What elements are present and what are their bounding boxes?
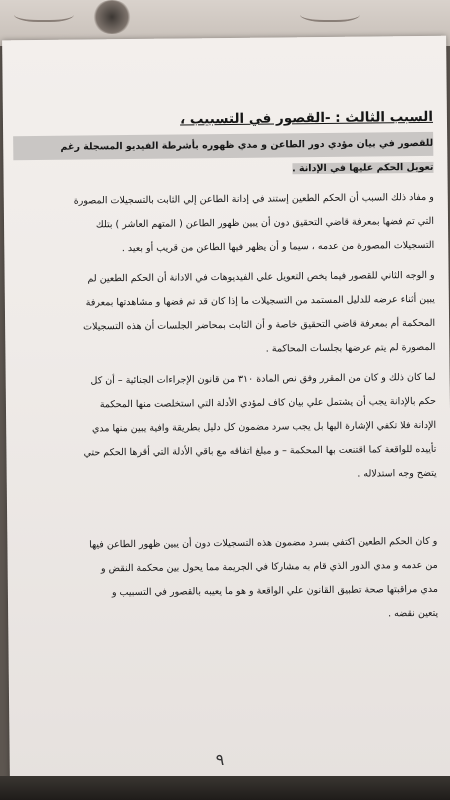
text-line: لما كان ذلك و كان من المقرر وفق نص المادة ٣١٠ من قانون الإجراءات الجنائية – أن كل (90, 371, 436, 387)
spacer (17, 492, 437, 534)
background-bottom-edge (0, 776, 450, 800)
heading-text: السبب الثالث : -القصور في التسبيب ، (179, 108, 434, 128)
text-line: المصورة لم يتم عرضها بجلسات المحاكمة . (265, 341, 436, 355)
document-body (13, 106, 438, 636)
text-line: حكم بالإدانة يجب أن يشتمل علي بيان كاف لمؤدي الأدلة التي استخلصت منها المحكمة (99, 395, 436, 411)
intro-line: تعويل الحكم عليها في الإدانة . (291, 161, 434, 175)
text-line: يتعين نقضه . (388, 607, 439, 620)
text-line: من عدمه و مدي الدور الذي قام به مشاركا في الجريمة مما يحول بين محكمة النقض و (100, 559, 438, 575)
text-line: الإدانة فلا تكفي الإشارة اليها بل يجب سرد مضمون كل دليل بطريقة وافية يبين منها مدي (91, 419, 437, 435)
scribble-mark (300, 4, 360, 22)
text-line: يبين أثناء عرضه للدليل المستمد من التسجيلات ما إذا كان قد تم فضها و مشاهدتها بمعرفة (85, 293, 435, 309)
paragraph-2 (15, 264, 436, 364)
paragraph-3 (16, 366, 437, 490)
text-line: مدي مراقبتها صحة تطبيق القانون علي الواقعة و هو ما يعيبه بالقصور في التسبيب و (111, 583, 438, 599)
text-line: المحكمة أم بمعرفة قاضي التحقيق خاصة و أن الثابت بمحاضر الجلسات أن هذه التسجيلات (83, 317, 436, 333)
scribble-mark (14, 4, 74, 22)
dark-object (92, 0, 132, 34)
section-heading (13, 106, 433, 132)
text-line: يتضح وجه استدلاله . (357, 467, 437, 480)
page-number: ٩ (215, 750, 225, 770)
paragraph-1 (14, 186, 435, 262)
text-line: و مفاد ذلك السبب أن الحكم الطعين إستند في إدانة الطاعن إلي الثابت بالتسجيلات المصورة (73, 191, 434, 207)
intro-paragraph (13, 132, 433, 184)
text-line: تأييده للواقعة كما اقتنعت بها المحكمة – و مبلغ اتفاقه مع باقي الأدلة التي أقرها الحكم حتي (83, 443, 437, 459)
text-line: و كان الحكم الطعين اكتفي بسرد مضمون هذه التسجيلات دون أن يبين ظهور الطاعن فيها (89, 535, 438, 551)
text-line: التي تم فضها بمعرفة قاضي التحقيق دون أن يبين ظهور الطاعن ( المتهم العاشر ) بتلك (95, 215, 435, 231)
intro-line: للقصور في بيان مؤدي دور الطاعن و مدي ظهوره بأشرطة الفيديو المسجلة رغم (13, 132, 433, 160)
text-line: التسجيلات المصورة من عدمه ، سيما و أن يظهر فيها الطاعن من قريب أو بعيد . (121, 239, 435, 255)
document-page (2, 36, 450, 785)
text-line: و الوجه الثاني للقصور فيما يخص التعويل علي الفيديوهات في الادانة أن الحكم الطعين لم (87, 269, 435, 285)
paragraph-4 (17, 530, 438, 630)
